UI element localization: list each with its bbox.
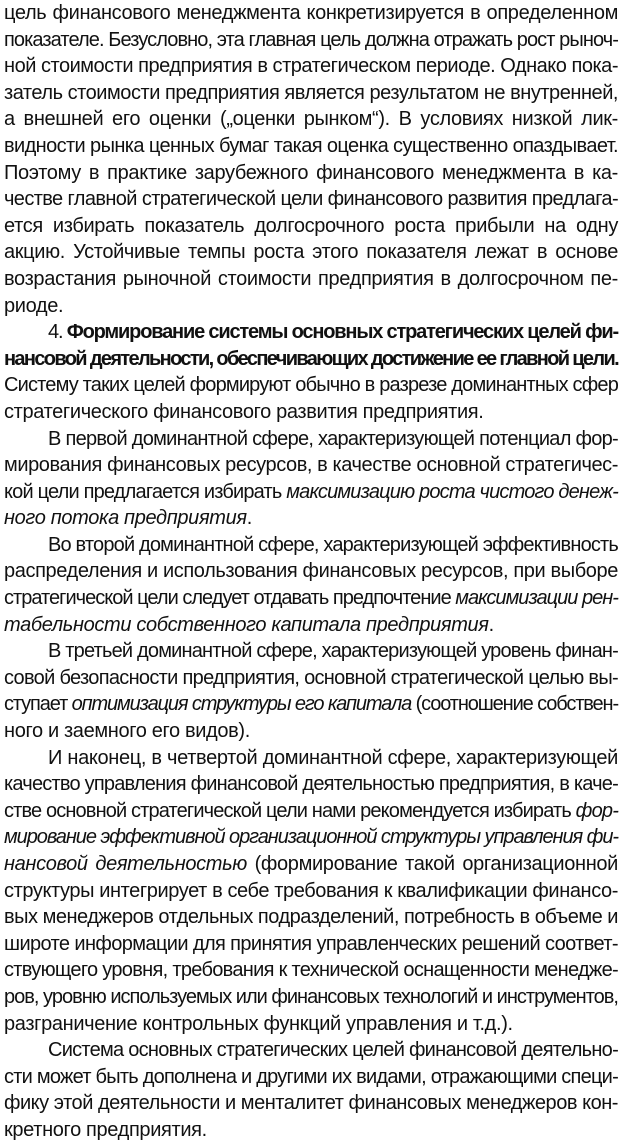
text-line <box>4 638 618 665</box>
text-line <box>4 80 618 107</box>
italic-text: ного потока предприятия <box>4 507 247 530</box>
text-segment: возрастания рыночной стоимости предприятия в долгосрочном пе- <box>4 267 618 290</box>
text-segment: фику этой деятельности и менталитет финансовых менеджеров кон- <box>4 1092 618 1115</box>
text-line <box>4 372 618 399</box>
text-segment: видности рынка ценных бумаг такая оценка существенно опаздывает. <box>4 134 618 157</box>
text-line <box>4 133 618 160</box>
text-segment: затель стоимости предприятия является результатом не внутренней, <box>4 81 618 104</box>
italic-text: мирование эффективной организационной структуры управления фи- <box>4 826 618 849</box>
text-segment: Систему таких целей формируют обычно в разрезе доминантных сфер <box>4 374 618 397</box>
italic-text: табельности собственного капитала предприятия <box>4 613 489 636</box>
text-line <box>4 346 618 373</box>
text-line <box>4 665 618 692</box>
text-line <box>4 0 618 27</box>
text-segment: В первой доминантной сфере, характеризующей потенциал фор- <box>48 427 618 450</box>
text-line <box>4 878 618 905</box>
text-line <box>4 266 618 293</box>
text-segment: Поэтому в практике зарубежного финансового менеджмента в ка- <box>4 161 618 184</box>
text-segment: (формирование такой организационной <box>246 853 618 875</box>
text-segment: кой цели предлагается избирать <box>4 480 287 503</box>
text-segment: а внешней его оценки („оценки рынком“). В условиях низкой лик- <box>4 108 618 131</box>
text-line <box>4 745 618 772</box>
text-segment: Система основных стратегических целей финансовой деятельно- <box>48 1039 618 1062</box>
text-segment: В третьей доминантной сфере, характеризующей уровень финан- <box>48 640 618 663</box>
text-line <box>4 213 618 240</box>
text-segment: честве главной стратегической цели финансового развития предлага- <box>4 188 618 211</box>
text-segment: стратегической цели следует отдавать предпочтение <box>4 587 456 610</box>
text-segment: стратегического финансового развития предприятия. <box>4 400 484 423</box>
text-line <box>4 479 618 506</box>
document-page <box>4 0 619 1141</box>
text-line <box>4 957 618 984</box>
text-line <box>4 106 618 133</box>
text-segment: структуры интегрирует в себе требования к квалификации финансо- <box>4 879 618 902</box>
text-segment: 4. <box>48 321 67 344</box>
text-line <box>4 558 618 585</box>
text-segment: ется избирать показатель долгосрочного роста прибыли на одну <box>4 214 618 237</box>
text-line <box>4 239 618 266</box>
text-line <box>4 771 618 798</box>
text-segment: ступает <box>4 693 72 716</box>
text-line <box>4 851 618 878</box>
text-line <box>4 426 618 453</box>
text-segment: показателе. Безусловно, эта главная цель должна отражать рост рыноч- <box>4 28 618 51</box>
text-segment: разграничение контрольных функций управления и т.д.). <box>4 1012 513 1035</box>
text-segment: ров, уровню используемых или финансовых технологий и инструментов, <box>4 985 618 1008</box>
text-line <box>4 798 618 825</box>
text-line <box>4 931 618 958</box>
text-line <box>4 718 618 745</box>
text-segment: мирования финансовых ресурсов, в качестве основной стратегичес- <box>4 454 618 477</box>
text-line <box>4 505 618 532</box>
text-segment: . <box>246 507 252 530</box>
text-line <box>4 1090 618 1117</box>
italic-text: максимизацию роста чистого денеж- <box>286 480 619 503</box>
text-line <box>4 293 618 320</box>
text-line <box>4 452 618 479</box>
text-segment: . <box>488 613 494 636</box>
text-line <box>4 585 618 612</box>
text-segment: распределения и использования финансовых ресурсов, при выборе <box>4 560 618 583</box>
text-line <box>4 824 618 851</box>
italic-text: оптимизация структуры его капитала <box>71 693 412 716</box>
text-segment: И наконец, в четвертой доминантной сфере, характеризующей <box>48 746 618 769</box>
text-line <box>4 186 618 213</box>
text-segment: вых менеджеров отдельных подразделений, потребность в объеме и <box>4 906 618 929</box>
text-line <box>4 984 618 1011</box>
text-line <box>4 904 618 931</box>
text-line <box>4 399 618 426</box>
text-segment: широте информации для принятия управленческих решений соответ- <box>4 932 618 955</box>
text-segment: акцию. Устойчивые темпы роста этого показателя лежат в основе <box>4 241 618 264</box>
text-segment: Во второй доминантной сфере, характеризующей эффективность <box>48 533 618 556</box>
text-segment: качество управления финансовой деятельностью предприятия, в каче- <box>4 773 618 796</box>
text-line <box>4 1064 618 1091</box>
text-segment: кретного предприятия. <box>4 1118 207 1141</box>
text-segment: (соотношение собствен- <box>411 693 619 716</box>
text-line <box>4 1037 618 1064</box>
italic-text: фор- <box>575 799 618 822</box>
italic-text: нансовой деятельностью <box>4 853 247 875</box>
text-segment: сти может быть дополнена и другими их видами, отражающими специ- <box>4 1065 618 1088</box>
text-line <box>4 612 618 639</box>
text-segment: стве основной стратегической цели нами рекомендуется избирать <box>4 799 576 822</box>
text-line <box>4 532 618 559</box>
bold-text: Формирование системы основных стратегических целей фи- <box>66 321 618 344</box>
text-line <box>4 27 618 54</box>
text-segment: ствующего уровня, требования к технической оснащенности менедже- <box>4 959 618 982</box>
text-line <box>4 1011 618 1038</box>
text-line <box>4 160 618 187</box>
text-segment: ной стоимости предприятия в стратегическом периоде. Однако пока- <box>4 55 618 78</box>
bold-text: нансовой деятельности, обеспечивающих достижение ее главной цели. <box>4 347 618 370</box>
italic-text: максимизации рен- <box>455 587 618 610</box>
text-line <box>4 691 618 718</box>
text-segment: совой безопасности предприятия, основной стратегической целью вы- <box>4 666 618 689</box>
text-line <box>4 53 618 80</box>
text-segment: ного и заемного его видов). <box>4 720 250 743</box>
text-segment: цель финансового менеджмента конкретизируется в определенном <box>4 2 618 24</box>
text-line <box>4 1117 618 1144</box>
text-line <box>4 319 618 346</box>
text-segment: риоде. <box>4 294 64 317</box>
